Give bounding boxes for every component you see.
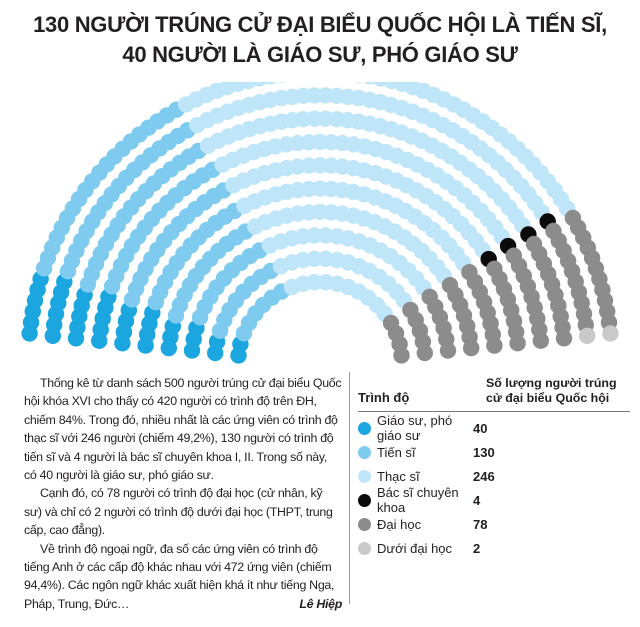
hemicycle-seat-chart: [0, 82, 640, 372]
legend-label-text: Giáo sư, phó giáo sư: [377, 413, 453, 443]
legend-label-text: Đại học: [377, 516, 422, 532]
legend-swatch: [358, 470, 371, 483]
seat-dot: [393, 347, 409, 363]
legend-header: [358, 376, 630, 412]
paragraph-3-text: Về trình độ ngoại ngữ, đa số các ứng viên có trình độ tiếng Anh ở các cấp độ khác nhau với 472 ứng viên (chiếm 94,4%). Các ngôn ngữ khác xuất hiện khá ít như tiếng Nga, Pháp, Trung, Đức…: [24, 541, 335, 611]
legend-label: [339, 541, 467, 556]
legend-row: [358, 485, 630, 515]
legend-table: [358, 376, 630, 560]
legend-rows: [358, 413, 630, 560]
legend-swatch: [358, 494, 371, 507]
legend-swatch: [358, 542, 371, 555]
legend-label: [339, 485, 467, 515]
seat-dot: [509, 335, 525, 351]
legend-header-count: Số lượng người trúng cử đại biểu Quốc hội: [486, 376, 617, 405]
legend-row: [358, 440, 630, 464]
title-line-1: 130 NGƯỜI TRÚNG CỬ ĐẠI BIỂU QUỐC HỘI LÀ TIẾN SĨ,: [33, 12, 607, 37]
paragraph-3: [24, 540, 342, 614]
legend-swatch: [358, 518, 371, 531]
legend-value: 40: [473, 420, 488, 436]
legend-value: 78: [473, 516, 488, 532]
seat-dot: [579, 328, 595, 344]
legend-value: 2: [473, 540, 481, 556]
paragraph-2: Cạnh đó, có 78 người có trình độ đại học (cử nhân, kỹ sư) và chỉ có 2 người có trình độ dưới đại học (THPT, trung cấp, cao đẳng).: [24, 486, 333, 538]
author-credit: Lê Hiệp: [299, 596, 342, 611]
legend-label-text: Thạc sĩ: [377, 468, 420, 484]
title-line-2: 40 NGƯỜI LÀ GIÁO SƯ, PHÓ GIÁO SƯ: [122, 42, 518, 67]
legend-label-text: Dưới đại học: [377, 540, 453, 556]
legend-row: [358, 512, 630, 536]
seat-dot: [417, 345, 433, 361]
seat-dot: [602, 325, 618, 341]
legend-label-text: Tiến sĩ: [377, 444, 416, 460]
legend-label: [339, 517, 467, 532]
chart-title: [0, 10, 640, 70]
legend-row: [358, 536, 630, 560]
seat-dot: [486, 337, 502, 353]
legend-label-text: Bác sĩ chuyên khoa: [377, 485, 459, 515]
seat-dot: [556, 330, 572, 346]
legend-value: 246: [473, 468, 495, 484]
legend-label: [339, 445, 467, 460]
paragraph-1: Thống kê từ danh sách 500 người trúng cử đại biểu Quốc hội khóa XVI cho thấy có 420 người có trình độ trên ĐH, chiếm 84%. Trong đó, nhiều nhất là các ứng viên có trình độ thạc sĩ với 246 người (chiếm 49,2%), 130 người có trình độ tiến sĩ và 4 người là bác sĩ chuyên khoa I, II. Trong số này, có 40 người là giáo sư, phó giáo sư.: [24, 376, 342, 483]
legend-swatch: [358, 422, 371, 435]
legend-value: 130: [473, 444, 495, 460]
seat-dot: [463, 340, 479, 356]
legend-value: 4: [473, 492, 481, 508]
article-text: [24, 374, 342, 613]
legend-label: [339, 413, 467, 443]
legend-swatch: [358, 446, 371, 459]
legend-row: [358, 413, 630, 443]
seat-dot: [440, 342, 456, 358]
legend-label: [339, 469, 467, 484]
seat-dot: [533, 333, 549, 349]
legend-header-level: Trình độ: [358, 390, 410, 405]
